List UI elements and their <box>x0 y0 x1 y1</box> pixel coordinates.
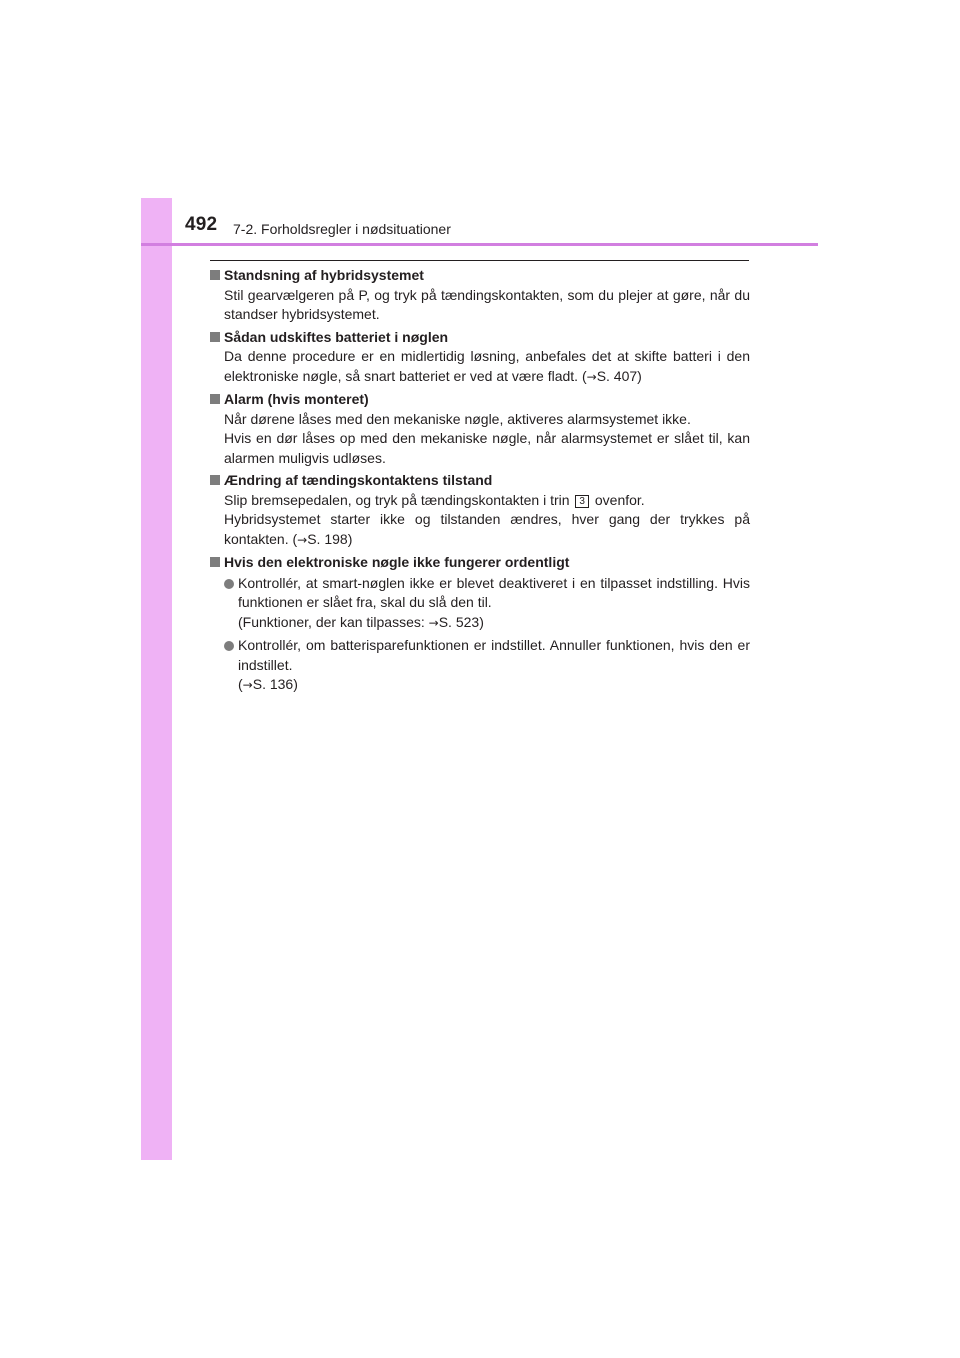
sidebar-color-band <box>141 198 172 1160</box>
paragraph: Hvis en dør låses op med den mekaniske nøgle, når alarmsystemet er slået til, kan alarmen muligvis udløses. <box>224 430 750 466</box>
paragraph <box>224 510 750 550</box>
paragraph-text: ( <box>238 676 243 692</box>
list-item-text <box>238 636 750 696</box>
paragraph <box>238 613 750 634</box>
paragraph: Kontrollér, at smart-nøglen ikke er blevet deaktiveret i en tilpasset indstilling. Hvis funktionen er slået fra, skal du slå den til. <box>238 574 750 610</box>
section-divider <box>210 260 749 261</box>
paragraph <box>224 491 750 511</box>
paragraph-text: Da denne procedure er en midlertidig løsning, anbefales det at skifte batteri i den elektroniske nøgle, så snart batteriet er ved at være fladt. ( <box>224 348 750 384</box>
square-bullet-icon <box>210 557 220 567</box>
section-body <box>210 410 750 469</box>
paragraph: Når dørene låses med den mekaniske nøgle, aktiveres alarmsystemet ikke. <box>224 410 691 427</box>
paragraph: Stil gearvælgeren på P, og tryk på tændingskontakten, som du plejer at gøre, når du standser hybridsystemet. <box>224 286 750 322</box>
paragraph <box>224 347 750 387</box>
section-heading <box>210 553 750 573</box>
section-key-malfunction <box>210 553 750 696</box>
section-body <box>210 574 750 696</box>
section-heading-text: Sådan udskiftes batteriet i nøglen <box>224 328 449 345</box>
arrow-icon: → <box>297 532 308 547</box>
page-reference[interactable]: S. 523) <box>438 613 484 630</box>
arrow-icon: → <box>428 615 439 630</box>
page-reference[interactable]: S. 136) <box>252 676 298 692</box>
section-battery-replacement <box>210 328 750 388</box>
paragraph-text: Hybridsystemet starter ikke og tilstanden ændres, hver gang der trykkes på kontakten. ( <box>224 511 750 547</box>
section-heading <box>210 390 750 410</box>
paragraph-text: ovenfor. <box>594 491 645 508</box>
square-bullet-icon <box>210 332 220 342</box>
chapter-title: 7-2. Forholdsregler i nødsituationer <box>233 221 451 237</box>
page-number: 492 <box>185 214 218 235</box>
page-reference[interactable]: S. 198) <box>307 530 353 547</box>
section-body <box>210 491 750 551</box>
circle-bullet-icon <box>224 579 234 589</box>
square-bullet-icon <box>210 270 220 280</box>
paragraph-text: Slip bremsepedalen, og tryk på tændingskontakten i trin <box>224 491 570 508</box>
header-rule <box>141 243 818 246</box>
section-heading-text: Alarm (hvis monteret) <box>224 391 369 407</box>
step-number-badge: 3 <box>575 495 589 508</box>
arrow-icon: → <box>586 369 597 384</box>
square-bullet-icon <box>210 394 220 404</box>
arrow-icon: → <box>242 678 253 692</box>
section-heading <box>210 266 750 286</box>
page-content <box>210 266 750 699</box>
section-heading <box>210 328 750 348</box>
section-heading-text: Ændring af tændingskontaktens tilstand <box>224 472 493 488</box>
section-ignition-mode <box>210 471 750 550</box>
section-heading-text: Standsning af hybridsystemet <box>224 267 424 283</box>
section-body <box>210 347 750 387</box>
section-body <box>210 286 750 325</box>
section-stopping-hybrid <box>210 266 750 325</box>
list-item-text <box>238 574 750 634</box>
paragraph-text: (Funktioner, der kan tilpasses: <box>238 613 429 630</box>
section-heading <box>210 471 750 491</box>
paragraph <box>238 675 750 696</box>
section-alarm <box>210 390 750 468</box>
page-reference[interactable]: S. 407) <box>596 367 642 384</box>
section-heading-text: Hvis den elektroniske nøgle ikke fungerer ordentligt <box>224 554 570 570</box>
square-bullet-icon <box>210 475 220 485</box>
paragraph: Kontrollér, om batterisparefunktionen er indstillet. Annuller funktionen, hvis den er indstillet. <box>238 637 750 673</box>
list-item <box>224 574 750 634</box>
circle-bullet-icon <box>224 641 234 651</box>
list-item <box>224 636 750 696</box>
